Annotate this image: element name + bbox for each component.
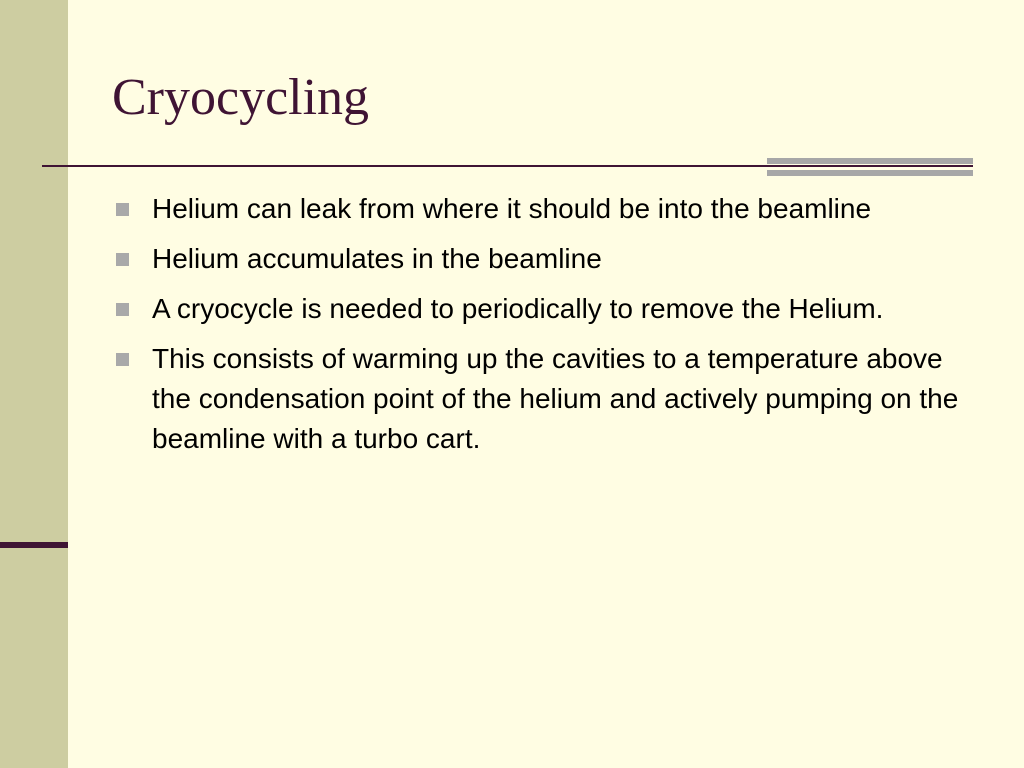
square-bullet-icon	[116, 203, 129, 216]
bullet-text: This consists of warming up the cavities to a temperature above the condensation point of the helium and actively pumping on the beamline with a turbo cart.	[152, 343, 959, 454]
square-bullet-icon	[116, 303, 129, 316]
square-bullet-icon	[116, 253, 129, 266]
bullet-item	[112, 289, 962, 329]
decorative-stripe	[767, 170, 973, 176]
bullet-item	[112, 189, 962, 229]
bullet-text: A cryocycle is needed to periodically to remove the Helium.	[152, 293, 884, 324]
bullet-list	[112, 189, 962, 469]
bullet-text: Helium accumulates in the beamline	[152, 243, 602, 274]
bullet-text: Helium can leak from where it should be into the beamline	[152, 193, 872, 224]
square-bullet-icon	[116, 353, 129, 366]
bullet-item	[112, 339, 962, 459]
left-bar-accent-line	[0, 542, 68, 548]
left-decorative-bar	[0, 0, 68, 768]
decorative-stripe	[767, 158, 973, 164]
decorative-stripes	[767, 158, 973, 180]
slide-title: Cryocycling	[112, 69, 370, 126]
bullet-item	[112, 239, 962, 279]
